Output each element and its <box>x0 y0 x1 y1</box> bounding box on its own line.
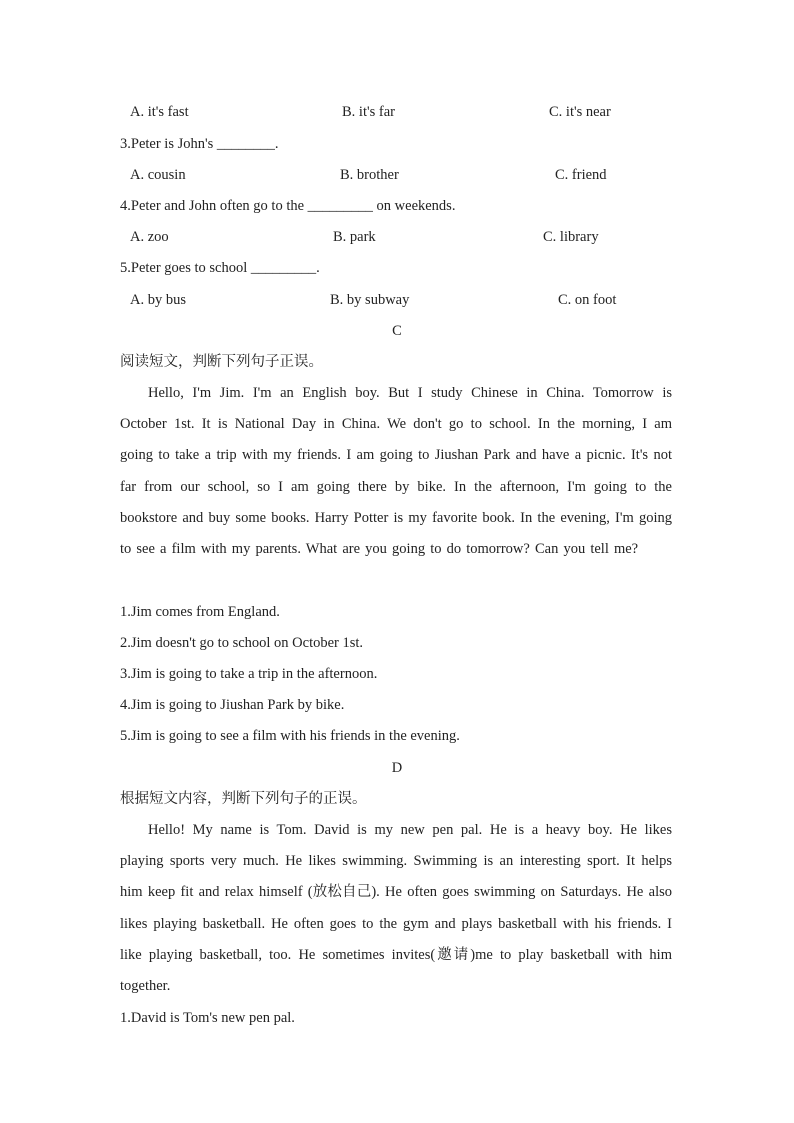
section-d-instruction: 根据短文内容，判断下列句子的正误。 <box>120 791 367 807</box>
section-c-statement-5: 5.Jim is going to see a film with his friends in the evening. <box>120 728 460 744</box>
q2-option-a: A. it's fast <box>130 104 189 120</box>
q5-option-c: C. on foot <box>558 292 617 308</box>
section-c-label: C <box>392 323 402 339</box>
section-d-passage: Hello! My name is Tom. David is my new pen pal. He is a heavy boy. He likes playing sports very much. He likes swimming. Swimming is an interesting sport. It helps him keep fit and relax himself (放松自己). He often goes swimming on Saturdays. He also likes playing basketball. He often goes to the gym and plays basketball with his friends. I like playing basketball, too. He sometimes invites(邀请)me to play basketball with him together. <box>120 822 672 995</box>
section-c-statement-4: 4.Jim is going to Jiushan Park by bike. <box>120 697 345 713</box>
q2-option-c: C. it's near <box>549 104 611 120</box>
q3-option-c: C. friend <box>555 167 607 183</box>
q3-option-b: B. brother <box>340 167 399 183</box>
section-c-passage: Hello, I'm Jim. I'm an English boy. But I study Chinese in China. Tomorrow is October 1st. It is National Day in China. We don't go to school. In the morning, I am going to take a trip with my friends. I am going to Jiushan Park and have a picnic. It's not far from our school, so I am going there by bike. In the afternoon, I'm going to the bookstore and buy some books. Harry Potter is my favorite book. In the evening, I'm going to see a film with my parents. What are you going to do tomorrow? Can you tell me? <box>120 385 672 558</box>
question-4: 4.Peter and John often go to the _________ on weekends. <box>120 198 456 214</box>
q3-option-a: A. cousin <box>130 167 186 183</box>
section-c-instruction: 阅读短文，判断下列句子正误。 <box>120 354 323 370</box>
q4-option-a: A. zoo <box>130 229 169 245</box>
section-c-statement-1: 1.Jim comes from England. <box>120 604 280 620</box>
question-5: 5.Peter goes to school _________. <box>120 260 320 276</box>
q2-option-b: B. it's far <box>342 104 395 120</box>
q4-option-b: B. park <box>333 229 376 245</box>
section-d-label: D <box>391 760 403 776</box>
section-c-statement-2: 2.Jim doesn't go to school on October 1st. <box>120 635 364 651</box>
question-3: 3.Peter is John's ________. <box>120 136 279 152</box>
q5-option-b: B. by subway <box>330 292 410 308</box>
section-d-statement-1: 1.David is Tom's new pen pal. <box>120 1010 295 1026</box>
q5-option-a: A. by bus <box>130 292 186 308</box>
section-c-statement-3: 3.Jim is going to take a trip in the afternoon. <box>120 666 378 682</box>
q4-option-c: C. library <box>543 229 599 245</box>
